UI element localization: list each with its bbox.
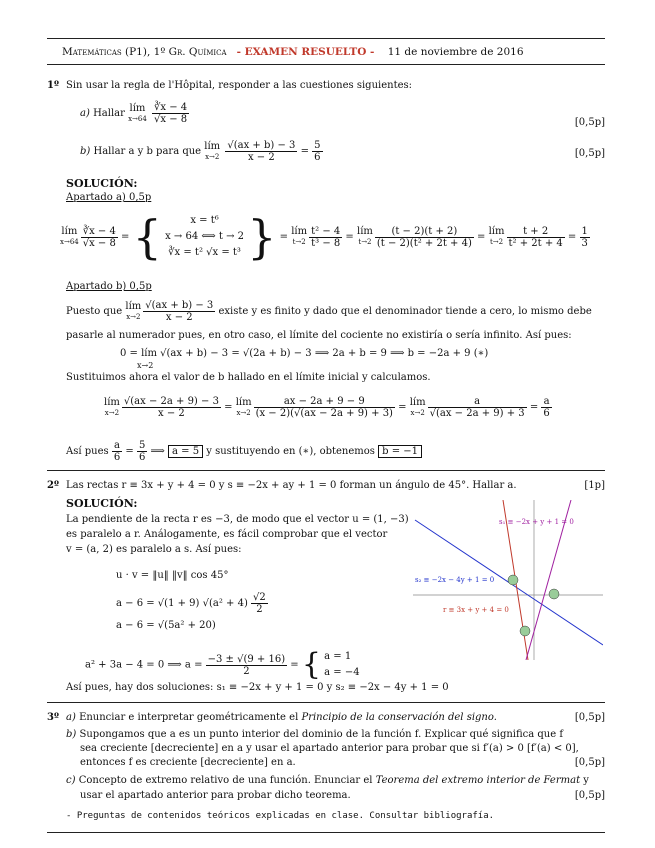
- q2-prompt: Las rectas r ≡ 3x + y + 4 = 0 y s ≡ −2x + ay + 1 = 0 forman un ángulo de 45°. Hallar a.: [66, 480, 517, 491]
- q1-a-points: [0,5p]: [574, 117, 605, 128]
- frac: [375, 226, 474, 249]
- sub-line: ∛x = t² √x = t³: [168, 247, 241, 258]
- lim-sub: t→2: [292, 238, 306, 246]
- sol1-b-chain: lím x→2 $\frac{√(ax - 2a + 9) - 3}{x - 2}$ = lím x→2 $\frac{ax - 2a + 9 - 9}{(x - 2)(√(ax - 2a + 9) + 3)}$ = lím x→2 $\frac{a}{√(ax - 2a + 9) + 3}$ = $\frac{a}{6}$: [104, 396, 550, 419]
- sol1-title: SOLUCIÓN:: [66, 177, 138, 190]
- frac-num: √2: [253, 592, 266, 603]
- frac-num: a: [112, 440, 122, 452]
- q1-b-text: Hallar a y b para que: [93, 146, 202, 157]
- sol1-b-eq-sub: x→2: [137, 361, 154, 370]
- text: Puesto que: [66, 306, 123, 317]
- label-s2: s₂ ≡ −2x − 4y + 1 = 0: [415, 576, 495, 584]
- frac-den: 6: [113, 452, 121, 463]
- q3-c-l1: [66, 775, 589, 787]
- text: a² + 3a − 4 = 0 ⟹ a =: [85, 659, 203, 671]
- frac: [254, 396, 395, 419]
- lim: [357, 227, 373, 247]
- substitution: [165, 213, 244, 261]
- answer-box-a: a = 5: [168, 445, 203, 458]
- frac-num: t + 2: [507, 226, 565, 238]
- lim-sub: t→2: [489, 238, 504, 246]
- frac-den: √x − 8: [82, 237, 116, 249]
- q3-c-points: [0,5p]: [574, 790, 605, 801]
- frac-den: √(ax − 2a + 9) + 3: [429, 408, 525, 419]
- q1-b-label: b): [80, 146, 91, 157]
- header-rule-bottom: [47, 64, 605, 65]
- q3-number: 3º: [47, 712, 59, 723]
- q1-a-fraction: [152, 102, 189, 125]
- lim: [489, 227, 505, 247]
- text-em: Principio de la conservación del signo.: [301, 712, 497, 723]
- q3-c-l2: usar el apartado anterior para probar dicho teorema.: [80, 790, 351, 801]
- label-s1: s₁ ≡ −2x + y + 1 = 0: [499, 518, 574, 526]
- solution: a = −4: [324, 667, 360, 678]
- lim-sub: t→2: [358, 238, 372, 246]
- lim-sub: x→64: [60, 238, 79, 246]
- header-subject: Matemáticas (P1), 1º Gr. Química: [62, 46, 227, 58]
- divider-q3: [47, 702, 605, 703]
- eq-sign: =: [300, 146, 309, 157]
- q1-b-rhs: [312, 140, 322, 163]
- divider-q2: [47, 470, 605, 471]
- lim-word: lím: [409, 396, 426, 408]
- sol1-b-p1: [66, 300, 592, 323]
- lim-sub: x→64: [128, 114, 147, 123]
- q2-e4: a² + 3a − 4 = 0 ⟹ a = $\frac{-3 \pm √(9 + 16)}{2}$ = { a = 1 a = −4: [85, 647, 360, 682]
- frac-den: 6: [543, 408, 550, 419]
- text: Supongamos que a es un punto interior del dominio de la función f. Explicar qué significa que f: [79, 729, 564, 740]
- lines-plot: [413, 500, 603, 660]
- q1-a-limit: [128, 104, 147, 124]
- frac: [122, 396, 221, 419]
- angle-marker: [520, 626, 530, 636]
- solutions: [324, 649, 359, 681]
- frac-den: 6: [314, 152, 321, 163]
- q2-sol-title: SOLUCIÓN:: [66, 497, 138, 510]
- q1-a-label: a): [80, 108, 90, 119]
- frac-den: 2: [243, 665, 250, 677]
- frac-num: −3 ± √(9 + 16): [207, 653, 286, 665]
- header-date: 11 de noviembre de 2016: [387, 46, 524, 58]
- sub-line: x = t⁶: [190, 215, 219, 226]
- frac-num: a: [428, 396, 527, 408]
- label: c): [66, 775, 76, 786]
- sol1-conclusion: Así pues $\frac{a}{6}$ = $\frac{5}{6}$ ⟹ a = 5 y sustituyendo en (∗), obtenemos b = −1: [66, 440, 422, 463]
- lim-word: lím: [129, 102, 146, 114]
- q3-b-l2: sea creciente [decreciente] en a y usar el apartado anterior para probar que si f′(a) > 0 [f′(a) < 0],: [80, 743, 579, 754]
- frac: [541, 396, 551, 419]
- frac: [112, 440, 122, 463]
- frac-num: ax − 2a + 9 − 9: [254, 396, 395, 408]
- sol1-b-p3: Sustituimos ahora el valor de b hallado en el límite inicial y calculamos.: [66, 372, 431, 383]
- frac-num: a: [541, 396, 551, 408]
- frac-num: t² − 4: [311, 225, 341, 237]
- q3-a-points: [0,5p]: [574, 712, 605, 723]
- frac-num: (t − 2)(t + 2): [375, 226, 474, 238]
- angle-marker: [508, 575, 518, 585]
- sol1-part-b: Apartado b) 0,5p: [66, 281, 152, 292]
- lim-sub: x→2: [205, 152, 220, 161]
- lim: [291, 227, 307, 247]
- sol1-part-a: Apartado a) 0,5p: [66, 192, 152, 203]
- frac-den: x − 2: [158, 408, 185, 419]
- frac: [81, 226, 118, 249]
- frac-num: 5: [314, 140, 321, 151]
- frac-num: √(ax − 2a + 9) − 3: [123, 396, 219, 407]
- lim: [60, 227, 79, 247]
- q1-part-b: [80, 140, 323, 163]
- q1-b-fraction: [225, 140, 297, 163]
- lim-word: lím: [125, 300, 142, 312]
- q1-b-points: [0,5p]: [574, 148, 605, 159]
- sub-line: x → 64 ⟺ t → 2: [165, 231, 244, 242]
- header: [62, 46, 524, 58]
- q2-e3: a − 6 = √(5a² + 20): [116, 620, 216, 631]
- q1-part-a: [80, 102, 189, 125]
- text: existe y es finito y dado que el denominador tiende a cero, lo mismo debe: [218, 306, 592, 317]
- q2-points: [1p]: [584, 480, 605, 491]
- sol1-b-eq: 0 = lím √(ax + b) − 3 = √(2a + b) − 3 ⟹ 2a + b = 9 ⟹ b = −2a + 9 (∗): [120, 348, 489, 359]
- frac-num: 1: [581, 225, 588, 237]
- q3-b-points: [0,5p]: [574, 757, 605, 768]
- label-r: r ≡ 3x + y + 4 = 0: [443, 606, 509, 614]
- text: a − 6 = √(1 + 9) √(a² + 4): [116, 598, 248, 609]
- lim-word: lím: [104, 396, 120, 408]
- text-em: Teorema del extremo interior de Fermat: [375, 775, 581, 786]
- frac-den: 3: [581, 237, 588, 249]
- label: b): [66, 729, 77, 740]
- lim: [104, 398, 120, 418]
- text: Enunciar e interpretar geométricamente el: [79, 712, 299, 723]
- frac-num: ∛x − 4: [154, 102, 188, 113]
- frac-den: 6: [138, 452, 146, 463]
- q2-final: Así pues, hay dos soluciones: s₁ ≡ −2x + y + 1 = 0 y s₂ ≡ −2x − 4y + 1 = 0: [66, 682, 449, 693]
- frac-den: √x − 8: [154, 114, 188, 125]
- q2-s3: v = (a, 2) es paralelo a s. Así pues:: [66, 544, 242, 555]
- right-brace: }: [247, 210, 277, 264]
- text: y sustituyendo en (∗), obtenemos: [206, 446, 375, 457]
- frac: [507, 226, 565, 249]
- frac: [428, 396, 527, 419]
- q2-e1: u · v = ‖u‖ ‖v‖ cos 45°: [116, 570, 229, 581]
- left-brace: {: [301, 647, 321, 682]
- footer-rule: [47, 832, 605, 833]
- frac-den: (t − 2)(t² + 2t + 4): [376, 237, 472, 249]
- q2-e2: [116, 592, 268, 615]
- frac-den: t² + 2t + 4: [508, 237, 563, 249]
- frac: [309, 226, 342, 249]
- lim-sub: x→2: [126, 312, 141, 321]
- frac-den: x − 2: [165, 312, 193, 323]
- frac-den: t³ − 8: [311, 237, 341, 249]
- text: Concepto de extremo relativo de una función. Enunciar el: [78, 775, 373, 786]
- q2-s2: es paralelo a r. Análogamente, es fácil comprobar que el vector: [66, 529, 388, 540]
- left-brace: {: [132, 210, 162, 264]
- q3-b-l1: [66, 729, 563, 741]
- lim-word: lím: [204, 140, 221, 152]
- result: [580, 226, 590, 249]
- solution: a = 1: [324, 651, 352, 662]
- lim-word: lím: [357, 226, 373, 237]
- frac-den: 2: [256, 604, 263, 615]
- lim-word: lím: [488, 226, 505, 237]
- frac: [251, 592, 268, 615]
- q3-note: - Preguntas de contenidos teóricos explicadas en clase. Consultar bibliografía.: [66, 811, 495, 821]
- q2-s1: La pendiente de la recta r es −3, de modo que el vector u = (1, −3): [66, 514, 409, 525]
- frac: [206, 654, 287, 677]
- header-rule-top: [47, 38, 605, 39]
- lim-sub: x→2: [236, 408, 251, 417]
- frac: [137, 440, 147, 463]
- label: a): [66, 712, 76, 723]
- q3-a: [66, 712, 497, 724]
- frac-num: ∛x − 4: [82, 225, 116, 237]
- lim-word: lím: [61, 226, 78, 237]
- frac-num: √(ax + b) − 3: [227, 140, 296, 151]
- header-tag: - EXAMEN RESUELTO -: [236, 46, 375, 58]
- q1-prompt: Sin usar la regla de l'Hôpital, responder a las cuestiones siguientes:: [66, 80, 413, 91]
- q1-a-text: Hallar: [93, 108, 125, 119]
- q1-b-limit: [204, 142, 220, 162]
- frac-num: √(ax + b) − 3: [145, 300, 214, 311]
- lim-word: lím: [291, 226, 308, 237]
- frac: [143, 300, 215, 323]
- lim: [410, 398, 426, 418]
- q1-number: 1º: [47, 80, 59, 91]
- text: y: [583, 775, 589, 786]
- text: Así pues: [66, 446, 109, 457]
- frac-den: (x − 2)(√(ax − 2a + 9) + 3): [255, 408, 393, 419]
- frac-num: 5: [138, 440, 146, 451]
- q3-b-l3: entonces f es creciente [decreciente] en a.: [80, 757, 296, 768]
- sol1-b-p2: pasarle al numerador pues, en otro caso, el límite del cociente no existiría o sería infinito. Así pues:: [66, 330, 572, 341]
- angle-marker: [549, 589, 559, 599]
- lim: [236, 398, 252, 418]
- q2-number: 2º: [47, 480, 59, 491]
- lim: [125, 302, 141, 322]
- lim-word: lím: [235, 396, 252, 408]
- sol1-a-derivation: lím x→64 $\frac{∛x - 4}{√x - 8}$ = { x = t⁶ x → 64 ⟺ t → 2 ∛x = t² √x = t³ } = lím t→2 $\frac{\text{t² − 4}}{\text{t³ − 8}}$ = lím t→2 $\frac{(t - 2)(t + 2)}{\text{(t − 2)(t² + 2t + 4)}}$ = lím t→2 $\frac{t + 2}{\text{t² + 2t + 4}}$ = $\frac{1}{3}$: [60, 210, 588, 264]
- lim-sub: x→2: [104, 408, 120, 417]
- answer-box-b: b = −1: [378, 445, 422, 458]
- lim-sub: x→2: [410, 408, 425, 417]
- frac-den: x − 2: [247, 152, 275, 163]
